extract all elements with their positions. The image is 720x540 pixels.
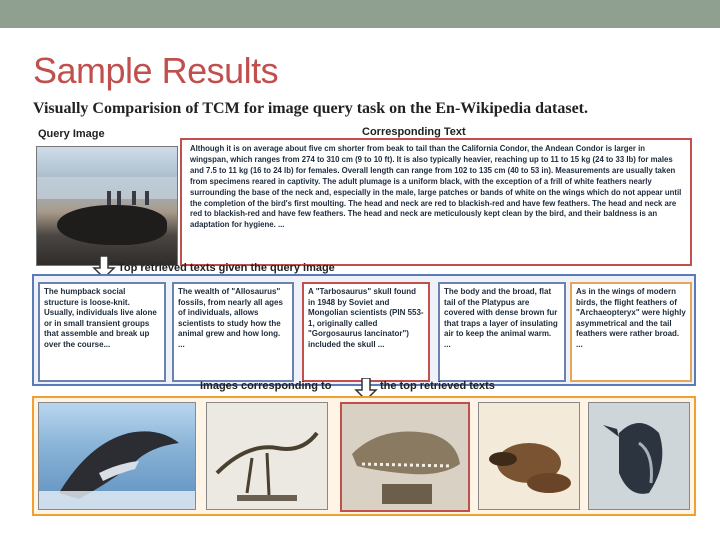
archaeopteryx-model-image [588, 402, 690, 510]
top-texts-label: Top retrieved texts given the query image [118, 262, 335, 274]
query-image-label: Query Image [38, 128, 105, 140]
slide-subtitle: Visually Comparision of TCM for image query task on the En-Wikipedia dataset. [33, 100, 589, 117]
images-label-left: Images corresponding to [200, 380, 332, 392]
query-image-whale-photo [36, 146, 178, 266]
retrieved-text-2-content: The wealth of "Allosaurus" fossils, from nearly all ages of individuals, allows scientists to study how the animal grew and how long. ... [178, 287, 283, 349]
retrieved-images-row [32, 396, 696, 516]
results-figure [32, 124, 692, 512]
corresponding-text-box [180, 138, 692, 266]
retrieved-text-2 [172, 282, 294, 382]
slide-title: Sample Results [33, 50, 279, 91]
retrieved-text-1 [38, 282, 166, 382]
images-label-right: the top retrieved texts [380, 380, 495, 392]
corresponding-text: Although it is on average about five cm shorter from beak to tail than the California Condor, the Andean Condor is larger in wingspan, which ranges from 274 to 310 cm (9 to 10 ft). It is also typically heavier, reaching up to 11 to 15 kg (24 to 33 lb) for males and 7.5 to 11 kg (16 to 24 lb) for females. Overall length can range from 102 to 135 cm (40 to 53 in). Measurements are usually taken from specimens reared in captivity. The adult plumage is a uniform black, with the exception of a frill of white feathers nearly surrounding the base of the neck and, especially in the male, large patches or bands of white on the wings which do not appear until the completion of the bird's first moulting. The head and neck are red to blackish-red and have few feathers. The head and neck are red to blackish-red and have few feathers. The head and neck are meticulously kept clean by the bird, and their baldness is an adaptation for hygiene. ... [190, 144, 682, 230]
allosaurus-skeleton-image [206, 402, 328, 510]
retrieved-text-3-content: A "Tarbosaurus" skull found in 1948 by Soviet and Mongolian scientists (PIN 553-1, originally called "Gorgosaurus lancinator") included the skull ... [308, 287, 424, 349]
retrieved-text-4 [438, 282, 566, 382]
retrieved-text-5 [570, 282, 692, 382]
tarbosaurus-skull-image [340, 402, 470, 512]
top-accent-bar [0, 0, 720, 28]
corresponding-text-label: Corresponding Text [362, 126, 466, 138]
humpback-whale-image [38, 402, 196, 510]
retrieved-text-5-content: As in the wings of modern birds, the flight feathers of "Archaeopteryx" were highly asymmetrical and the tail feathers were rather broad. ... [576, 287, 686, 349]
platypus-illustration-image [478, 402, 580, 510]
retrieved-text-1-content: The humpback social structure is loose-knit. Usually, individuals live alone or in small transient groups that assemble and break up over the course... [44, 287, 157, 349]
retrieved-text-4-content: The body and the broad, flat tail of the Platypus are covered with dense brown fur that traps a layer of insulating air to keep the animal warm. ... [444, 287, 558, 349]
retrieved-text-3 [302, 282, 430, 382]
retrieved-texts-row [32, 274, 696, 386]
